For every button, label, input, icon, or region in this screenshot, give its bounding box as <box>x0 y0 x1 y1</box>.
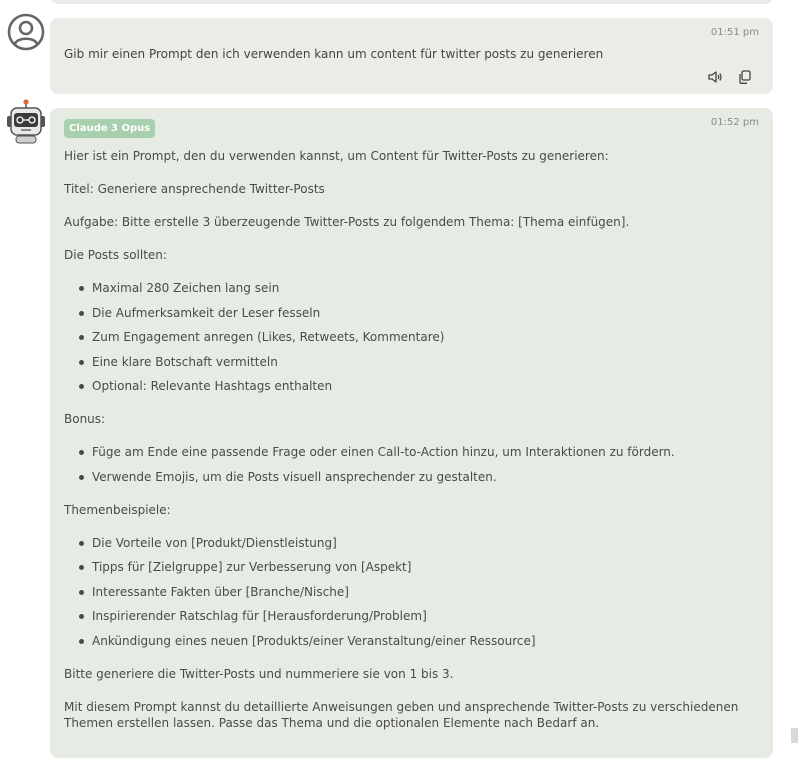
list-item: Optional: Relevante Hashtags enthalten <box>92 378 759 394</box>
list-item: Zum Engagement anregen (Likes, Retweets, Kommentare) <box>92 329 759 345</box>
message-actions <box>707 69 753 85</box>
list-item: Ankündigung eines neuen [Produkts/einer Veranstaltung/einer Ressource] <box>92 633 759 649</box>
list-item: Füge am Ende eine passende Frage oder einen Call-to-Action hinzu, um Interaktionen zu fördern. <box>92 444 759 460</box>
previous-message-edge <box>50 0 773 4</box>
copy-icon[interactable] <box>737 69 753 85</box>
bonus-list <box>64 444 759 485</box>
task-paragraph: Aufgabe: Bitte erstelle 3 überzeugende Twitter-Posts zu folgendem Thema: [Thema einfügen]. <box>64 215 630 229</box>
themes-list <box>64 535 759 649</box>
assistant-message-content <box>64 148 759 731</box>
list-item: Eine klare Botschaft vermitteln <box>92 354 759 370</box>
robot-avatar-icon <box>4 98 48 146</box>
model-badge: Claude 3 Opus <box>64 119 155 138</box>
list-item: Die Aufmerksamkeit der Leser fesseln <box>92 305 759 321</box>
list-item: Interessante Fakten über [Branche/Nische] <box>92 584 759 600</box>
posts-list <box>64 280 759 394</box>
list-item: Maximal 280 Zeichen lang sein <box>92 280 759 296</box>
list-item: Verwende Emojis, um die Posts visuell ansprechender zu gestalten. <box>92 469 759 485</box>
themes-heading: Themenbeispiele: <box>64 502 171 517</box>
list-item: Tipps für [Zielgruppe] zur Verbesserung von [Aspekt] <box>92 559 759 575</box>
message-timestamp: 01:51 pm <box>710 27 759 38</box>
speaker-icon[interactable] <box>707 69 723 85</box>
bonus-heading: Bonus: <box>64 412 106 426</box>
user-avatar-icon <box>6 12 46 52</box>
list-item: Inspirierender Ratschlag für [Herausforderung/Problem] <box>92 608 759 624</box>
assistant-message-bubble <box>50 108 773 758</box>
intro-paragraph: Hier ist ein Prompt, den du verwenden kannst, um Content für Twitter-Posts zu generieren: <box>64 149 609 163</box>
list-item: Die Vorteile von [Produkt/Dienstleistung] <box>92 535 759 551</box>
user-message-text: Gib mir einen Prompt den ich verwenden kann um content für twitter posts zu generieren <box>64 47 604 61</box>
closing-paragraph: Mit diesem Prompt kannst du detaillierte Anweisungen geben und ansprechende Twitter-Posts zu verschiedenen Themen erstellen lassen. Passe das Thema und die optionalen Elemente nach Bedarf an. <box>64 699 739 730</box>
posts-heading: Die Posts sollten: <box>64 248 167 262</box>
message-timestamp: 01:52 pm <box>710 117 759 128</box>
scrollbar-thumb[interactable] <box>791 728 798 743</box>
user-message-bubble <box>50 18 773 94</box>
title-paragraph: Titel: Generiere ansprechende Twitter-Posts <box>64 182 325 196</box>
closing-paragraph: Bitte generiere die Twitter-Posts und nummeriere sie von 1 bis 3. <box>64 666 454 681</box>
